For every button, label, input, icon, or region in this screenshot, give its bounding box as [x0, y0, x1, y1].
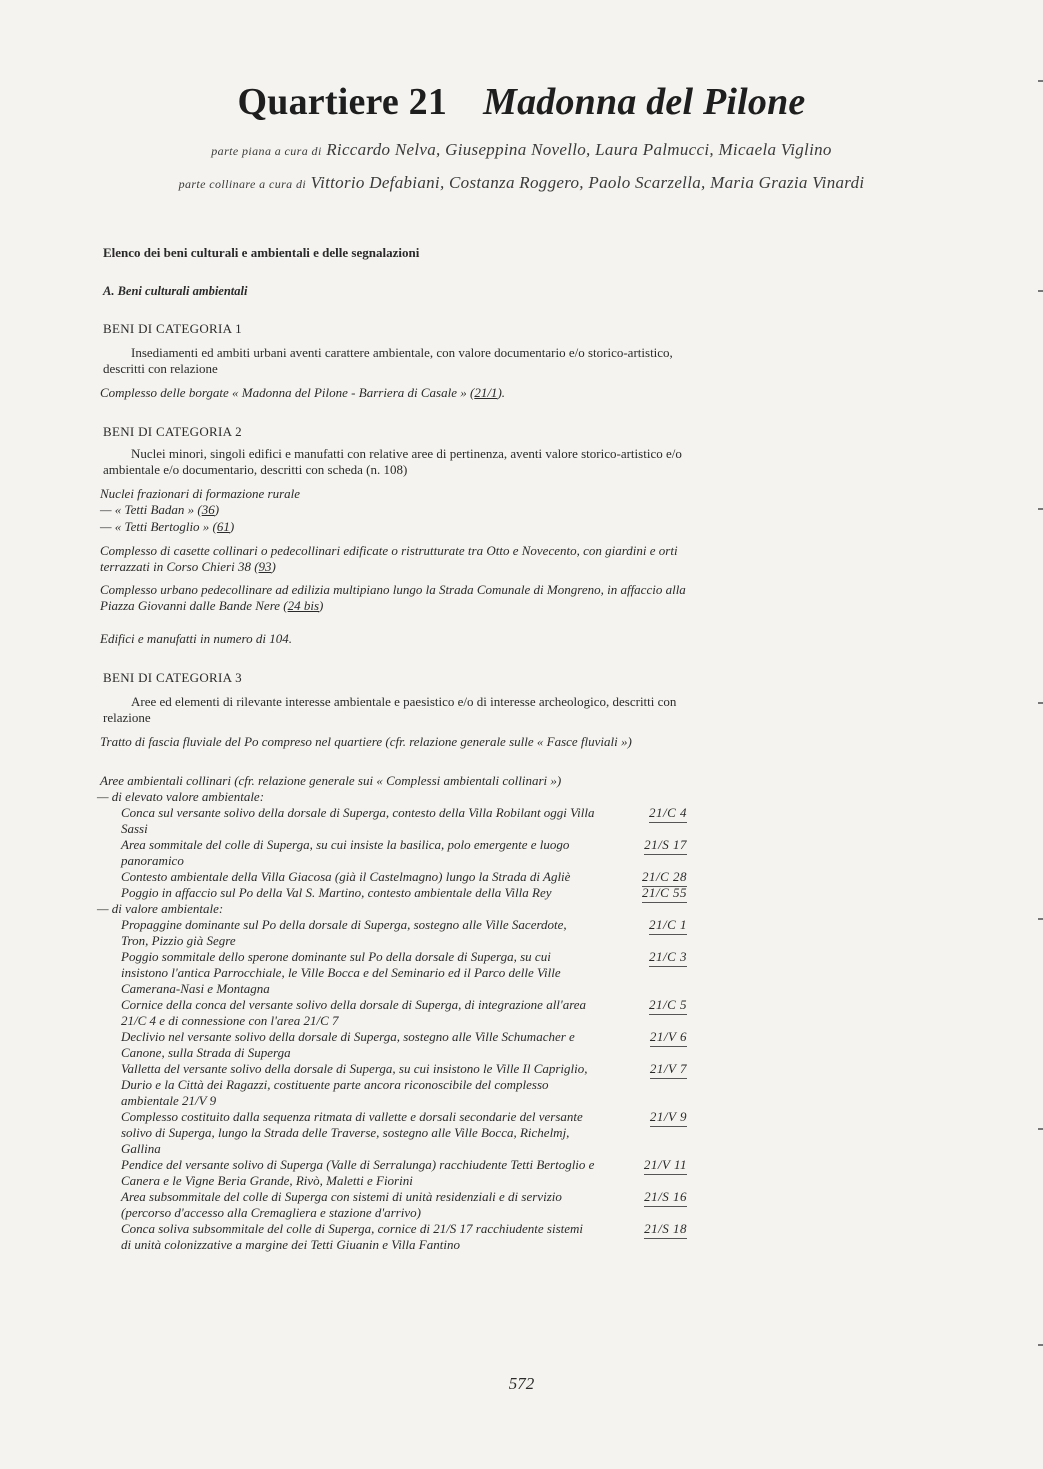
- area-entry: [97, 1109, 697, 1157]
- credit-plain-names: Riccardo Nelva, Giuseppina Novello, Laura Palmucci, Micaela Viglino: [326, 140, 832, 159]
- cat2-description: Nuclei minori, singoli edifici e manufatti con relative aree di pertinenza, aventi valore storico-artistico e/o ambientale e/o documentario, descritti con scheda (n. 108): [103, 446, 682, 477]
- area-text: Conca soliva subsommitale del colle di Superga, cornice di 21/S 17 racchiudente sistemi di unità colonizzative a margine dei Tetti Giuanin e Villa Fantino: [121, 1221, 584, 1252]
- list-heading: Elenco dei beni culturali e ambientali e delle segnalazioni: [103, 245, 420, 260]
- cat2-title: BENI DI CATEGORIA 2: [103, 424, 242, 439]
- area-entry: [97, 1157, 697, 1189]
- cat2-complex-2: Complesso urbano pedecollinare ad edilizia multipiano lungo la Strada Comunale di Mongreno, in affaccio alla Piazza Giovanni dalle Bande Nere (24 bis): [100, 582, 686, 613]
- area-code: 21/V 11: [644, 1157, 687, 1175]
- area-group-heading: [97, 901, 697, 917]
- credit-hill: [0, 173, 1043, 193]
- area-text: Propaggine dominante sul Po della dorsale di Superga, sostegno alle Ville Sacerdote, Tron, Pizzio già Segre: [121, 917, 567, 948]
- cat3-area-list: [97, 789, 697, 1253]
- section-heading: A. Beni culturali ambientali: [103, 284, 248, 298]
- area-text: Declivio nel versante solivo della dorsale di Superga, sostegno alle Ville Schumacher e Canone, sulla Strada di Superga: [121, 1029, 575, 1060]
- area-code: 21/S 17: [644, 837, 687, 855]
- area-code: 21/C 55: [642, 885, 687, 903]
- area-code: 21/V 7: [650, 1061, 687, 1079]
- area-text: Poggio in affaccio sul Po della Val S. Martino, contesto ambientale della Villa Rey: [121, 885, 552, 900]
- cat2-nucleo-1: — « Tetti Badan » (36): [100, 502, 220, 517]
- area-text: Contesto ambientale della Villa Giacosa (già il Castelmagno) lungo la Strada di Agliè: [121, 869, 571, 884]
- area-text: Cornice della conca del versante solivo della dorsale di Superga, di integrazione all'area 21/C 4 e di connessione con l'area 21/C 7: [121, 997, 587, 1028]
- edge-mark: [1038, 1344, 1043, 1346]
- area-code: 21/S 18: [644, 1221, 687, 1239]
- area-entry: [97, 1189, 697, 1221]
- area-text: Complesso costituito dalla sequenza ritmata di vallette e dorsali secondarie del versante solivo di Superga, lungo la Strada delle Traverse, sostegno alle Ville Bocca, Richelmj, Gallina: [121, 1109, 583, 1156]
- cat2-complex-1: Complesso di casette collinari o pedecollinari edificate o ristrutturate tra Otto e Novecento, con giardini e orti terrazzati in Corso Chieri 38 (93): [100, 543, 678, 574]
- cat2-buildings: Edifici e manufatti in numero di 104.: [100, 631, 292, 646]
- cat2-nucleo-2: — « Tetti Bertoglio » (61): [100, 519, 235, 534]
- cat3-hill-areas: Aree ambientali collinari (cfr. relazione generale sui « Complessi ambientali collinari »): [100, 773, 562, 788]
- credit-hill-names: Vittorio Defabiani, Costanza Roggero, Paolo Scarzella, Maria Grazia Vinardi: [310, 173, 865, 192]
- title-quarter: Quartiere 21: [237, 81, 448, 123]
- cat3-fluvial: Tratto di fascia fluviale del Po compreso nel quartiere (cfr. relazione generale sulle « Fasce fluviali »): [100, 734, 632, 749]
- area-entry: [97, 949, 697, 997]
- area-entry: [97, 837, 697, 869]
- area-entry: [97, 805, 697, 837]
- area-text: Area subsommitale del colle di Superga con sistemi di unità residenziali e di servizio (percorso d'accesso alla Cremagliera e stazione d'arrivo): [121, 1189, 562, 1220]
- area-code: 21/C 28: [642, 869, 687, 887]
- area-entry: [97, 917, 697, 949]
- area-entry: [97, 1029, 697, 1061]
- area-text: Area sommitale del colle di Superga, su cui insiste la basilica, polo emergente e luogo panoramico: [121, 837, 570, 868]
- area-code: 21/C 3: [649, 949, 687, 967]
- credit-plain-prefix: parte piana a cura di: [211, 144, 322, 158]
- area-entry: [97, 1061, 697, 1109]
- page-number: 572: [508, 1374, 535, 1393]
- edge-mark: [1038, 80, 1043, 82]
- credit-plain: [0, 140, 1043, 160]
- cat3-description: Aree ed elementi di rilevante interesse ambientale e paesistico e/o di interesse archeologico, descritti con relazione: [103, 694, 677, 725]
- credit-hill-prefix: parte collinare a cura di: [178, 177, 307, 191]
- area-entry: [97, 1221, 697, 1253]
- area-code: 21/V 9: [650, 1109, 687, 1127]
- page-title: [0, 80, 1043, 124]
- cat1-description: Insediamenti ed ambiti urbani aventi carattere ambientale, con valore documentario e/o storico-artistico, descritti con relazione: [103, 345, 673, 376]
- area-entry: [97, 869, 697, 885]
- area-code: 21/S 16: [644, 1189, 687, 1207]
- area-group-heading: [97, 789, 697, 805]
- area-text: Poggio sommitale dello sperone dominante sul Po della dorsale di Superga, su cui insistono l'antica Parrocchiale, le Ville Bocca e del Seminario ed il Parco delle Ville Camerana-Nasi e Montagna: [121, 949, 561, 996]
- area-text: — di valore ambientale:: [97, 901, 224, 916]
- area-code: 21/C 4: [649, 805, 687, 823]
- cat1-title: BENI DI CATEGORIA 1: [103, 321, 242, 336]
- area-text: Valletta del versante solivo della dorsale di Superga, su cui insistono le Ville Il Capriglio, Durio e la Città dei Ragazzi, costituente parte ancora riconoscibile del complesso ambientale 21/V 9: [121, 1061, 588, 1108]
- cat1-item: Complesso delle borgate « Madonna del Pilone - Barriera di Casale » (21/1).: [100, 385, 506, 400]
- area-code: 21/C 5: [649, 997, 687, 1015]
- title-district: Madonna del Pilone: [483, 81, 806, 123]
- area-text: Conca sul versante solivo della dorsale di Superga, contesto della Villa Robilant oggi Villa Sassi: [121, 805, 595, 836]
- area-text: Pendice del versante solivo di Superga (Valle di Serralunga) racchiudente Tetti Bertoglio e Canera e le Vigne Beria Grande, Rivò, Maletti e Fiorini: [121, 1157, 595, 1188]
- area-code: 21/V 6: [650, 1029, 687, 1047]
- area-entry: [97, 997, 697, 1029]
- cat1-item-code: 21/1: [474, 385, 498, 400]
- edge-mark: [1038, 508, 1043, 510]
- edge-mark: [1038, 702, 1043, 704]
- area-entry: [97, 885, 697, 901]
- area-code: 21/C 1: [649, 917, 687, 935]
- edge-mark: [1038, 918, 1043, 920]
- area-text: — di elevato valore ambientale:: [97, 789, 265, 804]
- cat2-nuclei-heading: Nuclei frazionari di formazione rurale: [100, 486, 301, 501]
- edge-mark: [1038, 1128, 1043, 1130]
- edge-mark: [1038, 290, 1043, 292]
- cat3-title: BENI DI CATEGORIA 3: [103, 670, 242, 685]
